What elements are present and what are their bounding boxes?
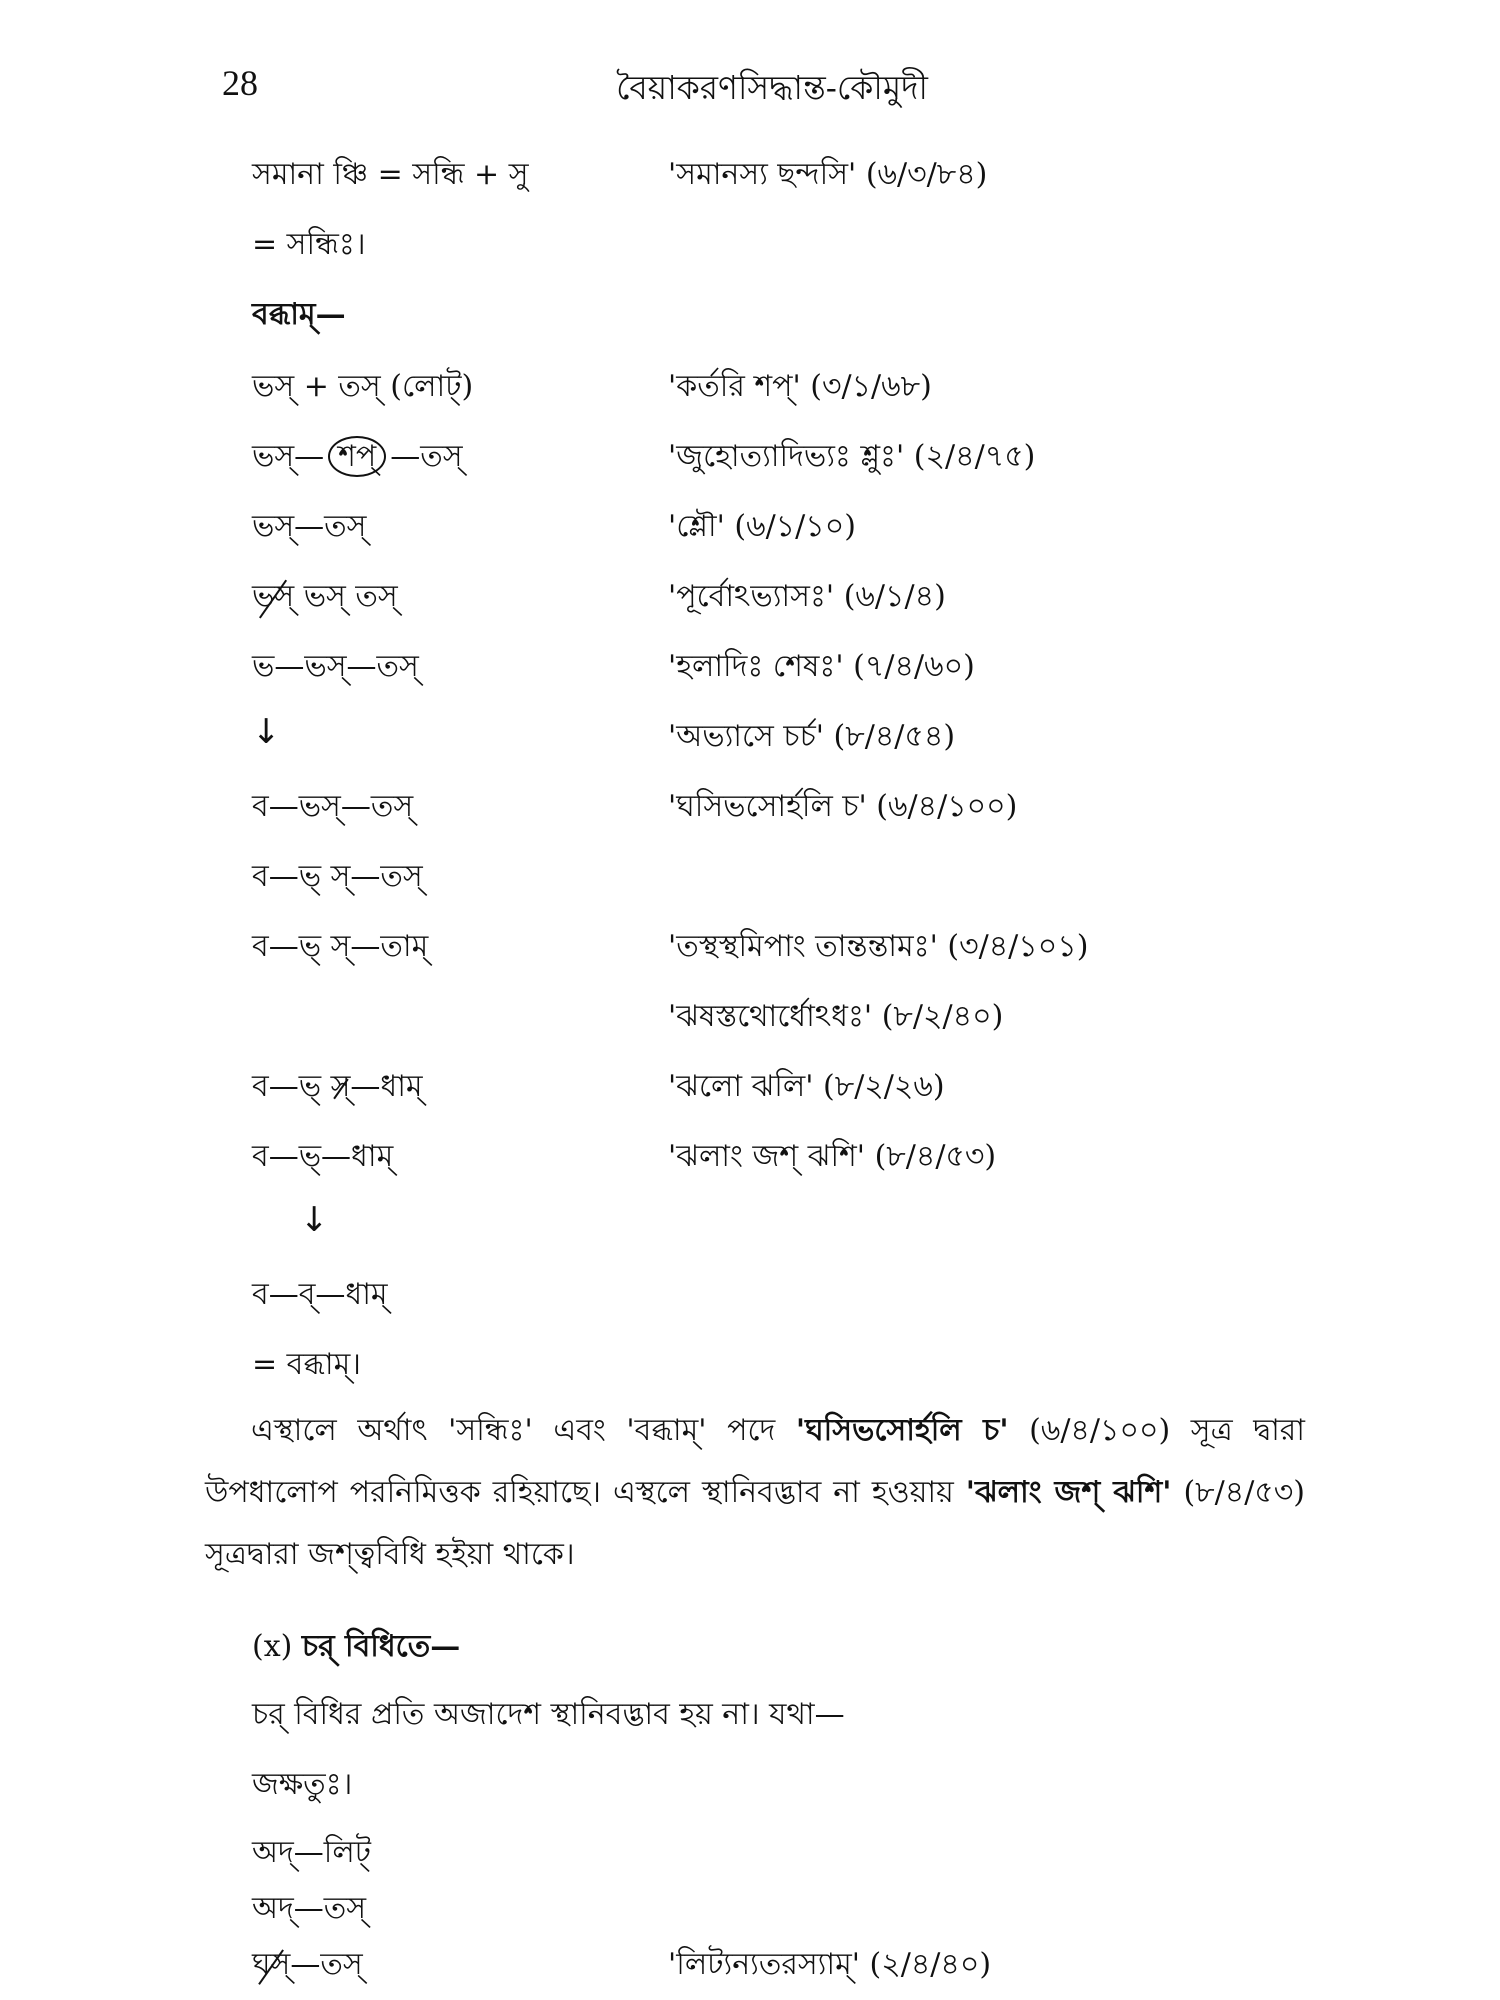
derivation-rule: 'ঘসিভসোর্হলি চ' (৬/৪/১০০)	[668, 789, 1018, 824]
section-label: (x)	[252, 1629, 302, 1664]
derivation-line	[0, 852, 1500, 912]
derivation-line	[0, 1132, 1500, 1192]
derivation-rule: 'সমানস্য ছন্দসি' (৬/৩/৮৪)	[668, 157, 988, 192]
derivation-rule: 'তস্থস্থমিপাং তাম্তন্তামঃ' (৩/৪/১০১)	[668, 929, 1089, 964]
struck-term: স্	[331, 1062, 351, 1113]
explanation-paragraph	[205, 1400, 1305, 1586]
derivation-rule: 'জুহোত্যাদিভ্যঃ শ্লুঃ' (২/৪/৭৫)	[668, 439, 1036, 474]
section-intro	[0, 1690, 1500, 1750]
derivation-left-part: ব—ভ্	[252, 1069, 331, 1104]
paragraph-text: (৮/৪/৫৩) সূত্রদ্বারা জশ্ত্ববিধি হইয়া থাকে।	[205, 1475, 1305, 1572]
derivation-left: = বব্ধাম্।	[252, 1347, 361, 1382]
example-word	[0, 1760, 1500, 1820]
section-title: চর্ বিধিতে—	[301, 1629, 461, 1664]
derivation-heading	[0, 290, 1500, 350]
derivation-line	[0, 1270, 1500, 1330]
paragraph-text: এস্থালে অর্থাৎ 'সন্ধিঃ' এবং 'বব্ধাম্' পদে	[251, 1413, 796, 1448]
down-arrow-icon: ↓	[300, 1200, 329, 1240]
derivation-line	[0, 1200, 1500, 1260]
paragraph-text: (৬/৪/১০০) সূত্র দ্বারা উপধালোপ পরনিমিত্তক রহিয়াছে। এস্থলে স্থানিবদ্ভাব না হওয়ায়	[205, 1413, 1305, 1510]
derivation-line	[0, 712, 1500, 772]
example-word-text: জক্ষতুঃ।	[252, 1767, 353, 1802]
derivation-rule: 'কর্তরি শপ্' (৩/১/৬৮)	[668, 369, 932, 404]
derivation-left: ভস্—তস্	[252, 509, 367, 544]
struck-term: ঘস্	[252, 1940, 290, 1991]
derivation-left: ব—ভ্ স্—তস্	[252, 859, 423, 894]
derivation-line	[0, 502, 1500, 562]
derivation-line	[0, 642, 1500, 702]
derivation-left: সমানা ঞ্চি = সন্ধি + সু	[252, 157, 529, 192]
derivation-left: ভ—ভস্—তস্	[252, 649, 419, 684]
derivation-line	[0, 362, 1500, 422]
derivation-heading-text: বব্ধাম্—	[252, 297, 346, 332]
running-title: বৈয়াকরণসিদ্ধান্ত-কৌমুদী	[616, 68, 928, 107]
derivation-line	[0, 432, 1500, 492]
section-intro-text: চর্ বিধির প্রতি অজাদেশ স্থানিবদ্ভাব হয় না। যথা—	[252, 1697, 845, 1732]
derivation-left: অদ্—তস্	[252, 1891, 367, 1926]
down-arrow-icon: ↓	[252, 712, 281, 752]
derivation-rule: 'পূর্বোঽভ্যাসঃ' (৬/১/৪)	[668, 579, 946, 614]
derivation-left: ব—ভ্ স্—তাম্	[252, 929, 429, 964]
rule-citation-bold: 'ঘসিভসোর্হলি চ'	[795, 1413, 1009, 1448]
derivation-left	[252, 1062, 423, 1113]
derivation-line	[0, 1828, 1500, 1888]
derivation-left	[252, 572, 398, 623]
derivation-rule: 'শ্লৌ' (৬/১/১০)	[668, 509, 856, 544]
derivation-rule: 'ঝলাং জশ্ ঝশি' (৮/৪/৫৩)	[668, 1139, 997, 1174]
section-heading	[252, 1622, 460, 1673]
derivation-left-part: ভস্—	[252, 439, 325, 474]
derivation-line	[0, 1884, 1500, 1944]
derivation-left: ব—ভস্—তস্	[252, 789, 414, 824]
page-number: 28	[222, 63, 258, 103]
derivation-left	[252, 1940, 363, 1991]
derivation-rule: 'হলাদিঃ শেষঃ' (৭/৪/৬০)	[668, 649, 975, 684]
derivation-rule: 'অভ্যাসে চর্চ' (৮/৪/৫৪)	[668, 719, 956, 754]
derivation-line	[0, 150, 1500, 210]
derivation-left-part: —তস্	[390, 439, 463, 474]
derivation-left: ব—ভ্—ধাম্	[252, 1139, 394, 1174]
struck-term: ভস্	[252, 572, 294, 623]
circled-elided-term: শপ্	[328, 436, 386, 477]
derivation-left-part: —তস্	[290, 1947, 363, 1982]
derivation-rule: 'লিট্যন্যতরস্যাম্' (২/৪/৪০)	[668, 1947, 992, 1982]
derivation-line	[0, 922, 1500, 982]
rule-citation-bold: 'ঝলাং জশ্ ঝশি'	[965, 1475, 1172, 1510]
derivation-line	[0, 782, 1500, 842]
derivation-left-part: —ধাম্	[350, 1069, 423, 1104]
derivation-left: ভস্ + তস্ (লোট্)	[252, 369, 474, 404]
derivation-line	[0, 1062, 1500, 1122]
derivation-line	[0, 1340, 1500, 1400]
page-header	[222, 62, 1322, 112]
derivation-line	[0, 992, 1500, 1052]
derivation-rule: 'ঝষস্তথোর্ধোঽধঃ' (৮/২/৪০)	[668, 999, 1004, 1034]
derivation-left-part: ভস্ তস্	[294, 579, 398, 614]
derivation-rule: 'ঝলো ঝলি' (৮/২/২৬)	[668, 1069, 945, 1104]
derivation-line	[0, 220, 1500, 280]
derivation-line	[0, 1940, 1500, 2000]
derivation-left: ব—ব্—ধাম্	[252, 1277, 388, 1312]
derivation-line	[0, 572, 1500, 632]
derivation-left: অদ্—লিট্	[252, 1835, 372, 1870]
derivation-left: = সন্ধিঃ।	[252, 227, 366, 262]
derivation-left	[252, 432, 463, 483]
